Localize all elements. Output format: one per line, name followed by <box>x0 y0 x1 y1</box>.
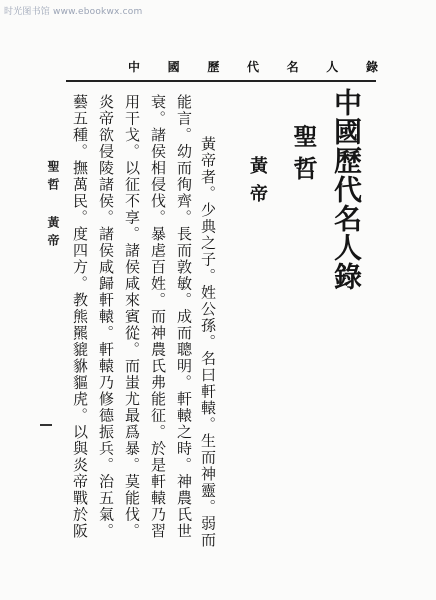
body-column: 用干戈。以征不享。諸侯咸來賓從。而蚩尤最爲暴。莫能伐。 <box>123 94 141 540</box>
header-char: 錄 <box>365 60 378 74</box>
header-rule <box>66 80 376 82</box>
body-column: 炎帝欲侵陵諸侯。諸侯咸歸軒轅。軒轅乃修德振兵。治五氣。 <box>97 94 115 540</box>
subject-heading: 黃帝 <box>247 156 268 212</box>
body-column: 能言。幼而徇齊。長而敦敏。成而聰明。軒轅之時。神農氏世 <box>175 94 193 540</box>
section-title: 聖哲 <box>289 124 318 188</box>
page-number <box>40 424 52 426</box>
margin-running-title: 聖哲 黃帝 <box>46 160 60 252</box>
body-column: 藝五種。撫萬民。度四方。教熊羆貔貅貙虎。以與炎帝戰於阪 <box>71 94 89 540</box>
book-title: 中國歷代名人錄 <box>330 88 363 291</box>
body-column: 衰。諸侯相侵伐。暴虐百姓。而神農氏弗能征。於是軒轅乃習 <box>149 94 167 540</box>
watermark: 时光图书馆 www.ebookwx.com <box>4 7 143 17</box>
header-char: 國 <box>167 60 180 74</box>
header-char: 歷 <box>207 60 220 74</box>
header-char: 代 <box>246 60 259 74</box>
header-char: 中 <box>128 60 141 74</box>
body-column: 黃帝者。少典之子。姓公孫。名曰軒轅。生而神靈。弱而 <box>199 136 217 549</box>
header-char: 名 <box>286 60 299 74</box>
header-char: 人 <box>326 60 339 74</box>
running-header <box>128 58 378 75</box>
